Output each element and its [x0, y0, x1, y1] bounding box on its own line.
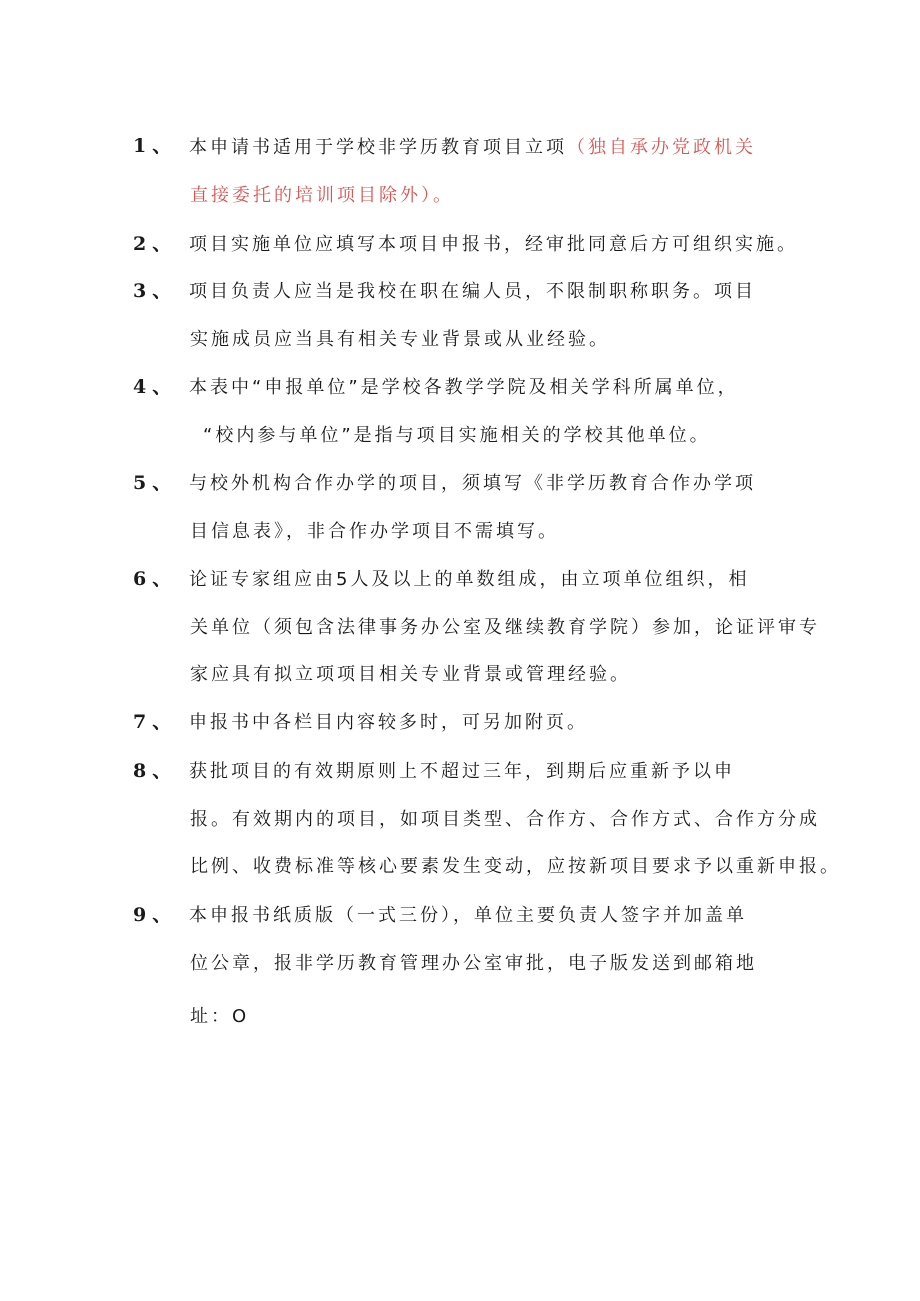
item-text-line: 项目实施单位应填写本项目申报书，经审批同意后方可组织实施。: [189, 234, 798, 255]
item-text-line: 本表中“申报单位”是学校各教学学院及相关学科所属单位，: [189, 377, 739, 398]
item-text-line: 位公章，报非学历教育管理办公室审批，电子版发送到邮箱地: [190, 953, 757, 974]
item-text-line: 报。有效期内的项目，如项目类型、合作方、合作方式、合作方分成: [190, 809, 820, 830]
item-number: 1、: [133, 135, 178, 157]
item-text-line: 申报书中各栏目内容较多时，可另加附页。: [189, 712, 588, 733]
item-text-line: 比例、收费标准等核心要素发生变动，应按新项目要求予以重新申报。: [190, 856, 841, 877]
item-number: 4、: [133, 376, 178, 398]
item-number: 6、: [133, 568, 178, 590]
item-text-line: 家应具有拟立项项目相关专业背景或管理经验。: [190, 664, 631, 685]
item-text-line: 与校外机构合作办学的项目，须填写《非学历教育合作办学项: [189, 473, 756, 494]
red-note-line: 直接委托的培训项目除外）。: [190, 185, 454, 206]
item-number: 3、: [133, 280, 178, 302]
item-number: 9、: [133, 904, 178, 926]
item-text-line: 关单位（须包含法律事务办公室及继续教育学院）参加，论证评审专: [190, 617, 820, 638]
item-text-line: 项目负责人应当是我校在职在编人员，不限制职称职务。项目: [189, 281, 756, 302]
item-text-line: 本申请书适用于学校非学历教育项目立项（独自承办党政机关: [189, 137, 756, 158]
item-number: 2、: [133, 233, 178, 255]
item-text-line: 获批项目的有效期原则上不超过三年，到期后应重新予以申: [189, 761, 735, 782]
item-number: 7、: [133, 711, 178, 733]
item-text-line: 目信息表》，非合作办学项目不需填写。: [190, 521, 559, 542]
item-text-line: 本申报书纸质版（一式三份），单位主要负责人签字并加盖单: [189, 905, 747, 926]
item-number: 8、: [133, 760, 178, 782]
red-note: （独自承办党政机关: [567, 137, 756, 158]
item-text-line: 论证专家组应由5人及以上的单数组成，由立项单位组织，相: [189, 569, 750, 590]
item-number: 5、: [133, 472, 178, 494]
item-text-line: 实施成员应当具有相关专业背景或从业经验。: [190, 329, 610, 350]
email-address-line: 址：O: [190, 1006, 250, 1027]
item-text-line: “校内参与单位”是指与项目实施相关的学校其他单位。: [203, 425, 711, 446]
